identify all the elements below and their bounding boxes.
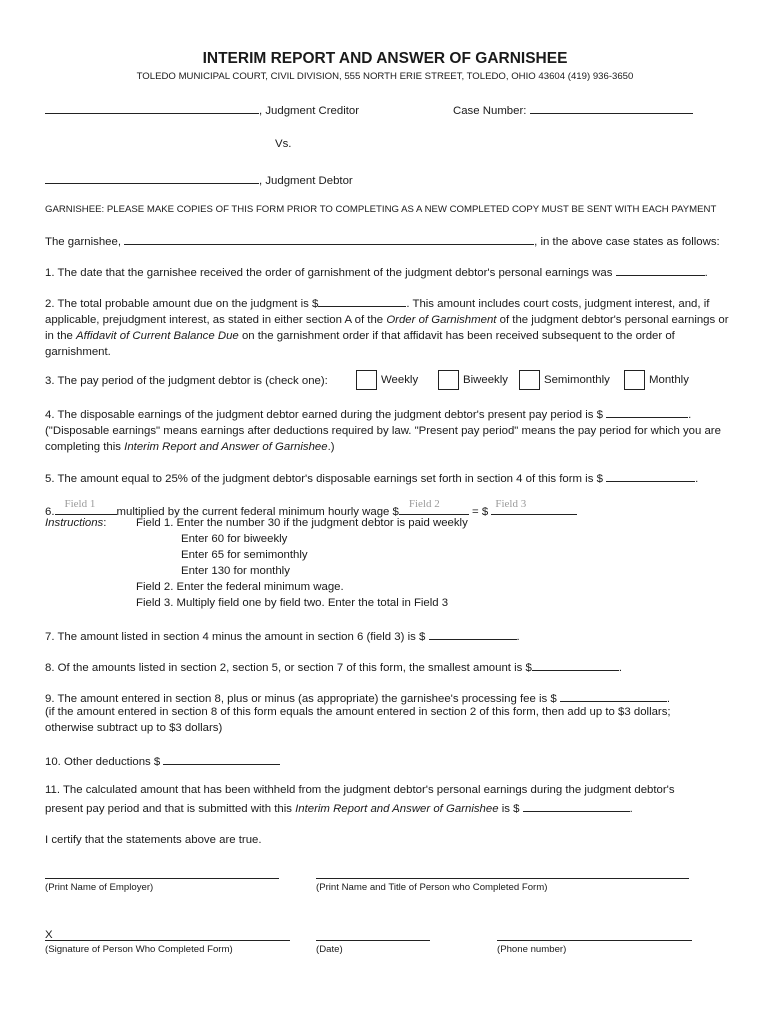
item-8-amount-field[interactable] (532, 659, 619, 671)
pay-period-biweekly (438, 370, 508, 390)
monthly-label: Monthly (649, 374, 689, 387)
monthly-checkbox[interactable] (624, 370, 645, 390)
item-7-period: . (516, 631, 520, 643)
item-9-amount-field[interactable] (560, 690, 667, 702)
item-2-order-of-garnishment: Order of Garnishment (386, 314, 497, 326)
item-1-date-field[interactable] (616, 264, 705, 276)
instruction-line-1: Field 1. Enter the number 30 if the judgment debtor is paid weekly (136, 517, 468, 529)
instruction-line-6: Field 3. Multiply field one by field two. Enter the total in Field 3 (136, 597, 449, 609)
instruction-line-5: Field 2. Enter the federal minimum wage. (136, 581, 344, 593)
employer-name-label: (Print Name of Employer) (45, 882, 154, 893)
phone-label: (Phone number) (497, 944, 567, 955)
weekly-label: Weekly (381, 374, 419, 387)
garnishee-suffix: , in the above case states as follows: (534, 236, 720, 248)
item-4-interim-report: Interim Report and Answer of Garnishee (124, 441, 328, 453)
item-11-text-c: is $ (501, 803, 520, 815)
item-10-amount-field[interactable] (163, 753, 280, 765)
item-11-line-2 (45, 800, 633, 815)
item-6-equals: = $ (472, 506, 489, 518)
item-2-amount-field[interactable] (318, 295, 406, 307)
item-4-text-c: .) (327, 441, 335, 453)
pay-period-monthly (624, 370, 689, 390)
item-11-period: . (629, 803, 633, 815)
judgment-creditor-row (45, 102, 359, 117)
field-2-input[interactable] (399, 498, 469, 515)
garnishee-prefix: The garnishee, (45, 236, 121, 248)
item-11-line-1: 11. The calculated amount that has been withheld from the judgment debtor's personal earnings during the judgment debtor's (45, 784, 675, 796)
item-10 (45, 753, 280, 768)
field-1-input[interactable] (55, 498, 117, 515)
field-1-placeholder: Field 1 (64, 498, 96, 510)
item-9-text: 9. The amount entered in section 8, plus or minus (as appropriate) the garnishee's processing fee is $ (45, 693, 557, 705)
item-8 (45, 659, 622, 674)
date-line[interactable] (316, 940, 430, 941)
case-number-label: Case Number: (453, 105, 527, 117)
item-10-text: 10. Other deductions $ (45, 756, 161, 768)
item-4-text-b: . ("Disposable earnings" means earnings after deductions required by law. "Present pay period" means the pay period for which you are completing this (45, 409, 721, 453)
item-11-interim-report: Interim Report and Answer of Garnishee (295, 803, 499, 815)
item-8-text: 8. Of the amounts listed in section 2, section 5, or section 7 of this form, the smallest amount is $ (45, 662, 532, 674)
garnishee-row (45, 233, 720, 248)
pay-period-weekly (356, 370, 418, 390)
versus-label: Vs. (275, 138, 292, 150)
item-11-text-b: present pay period and that is submitted with this (45, 803, 292, 815)
page-title: INTERIM REPORT AND ANSWER OF GARNISHEE (202, 50, 568, 67)
instructions-label (45, 517, 106, 529)
item-7-amount-field[interactable] (429, 628, 517, 640)
item-5-amount-field[interactable] (606, 470, 695, 482)
item-1-period: . (704, 267, 708, 279)
phone-line[interactable] (497, 940, 692, 941)
item-2-text-b: . This amount includes court costs, judgment interest, and, if applicable, prejudgment interest, as stated in either section A of the (45, 298, 710, 326)
judgment-creditor-label: , Judgment Creditor (259, 105, 360, 117)
item-8-period: . (618, 662, 623, 674)
field-3-placeholder: Field 3 (495, 498, 527, 510)
item-9 (45, 690, 670, 705)
item-7 (45, 628, 520, 643)
item-2-text-d: on the garnishment order if that affidavit has been received subsequent to the order of garnishment. (45, 330, 675, 358)
signature-line[interactable] (45, 940, 290, 941)
semimonthly-checkbox[interactable] (519, 370, 540, 390)
case-number-field[interactable] (530, 102, 693, 114)
person-title-line[interactable] (316, 878, 689, 879)
date-label: (Date) (316, 944, 343, 955)
instruction-line-3: Enter 65 for semimonthly (181, 549, 308, 561)
judgment-debtor-row (45, 172, 353, 187)
garnishee-name-field[interactable] (124, 233, 534, 245)
item-5-text: 5. The amount equal to 25% of the judgment debtor's disposable earnings set forth in section 4 of this form is $ (45, 473, 603, 485)
copies-notice: GARNISHEE: PLEASE MAKE COPIES OF THIS FORM PRIOR TO COMPLETING AS A NEW COMPLETED COPY MUST BE SENT WITH EACH PAYMENT (45, 204, 717, 215)
item-4-amount-field[interactable] (606, 406, 688, 418)
employer-name-line[interactable] (45, 878, 279, 879)
item-5-period: . (695, 473, 699, 485)
item-2-affidavit: Affidavit of Current Balance Due (76, 330, 239, 342)
item-11-amount-field[interactable] (523, 800, 630, 812)
item-9-note-2: otherwise subtract up to $3 dollars) (45, 722, 223, 734)
instructions-label-text: Instructions (45, 517, 104, 529)
item-6 (45, 498, 577, 518)
signature-x-mark: X (45, 929, 53, 941)
item-1-text: 1. The date that the garnishee received the order of garnishment of the judgment debtor's personal earnings was (45, 267, 613, 279)
judgment-debtor-field[interactable] (45, 172, 259, 184)
item-2 (45, 295, 735, 360)
semimonthly-label: Semimonthly (544, 374, 610, 387)
biweekly-label: Biweekly (463, 374, 508, 387)
item-5 (45, 470, 698, 485)
item-9-period: . (666, 693, 671, 705)
page-subtitle: TOLEDO MUNICIPAL COURT, CIVIL DIVISION, 555 NORTH ERIE STREET, TOLEDO, OHIO 43604 (419) 936-3650 (136, 71, 634, 82)
instruction-line-4: Enter 130 for monthly (181, 565, 290, 577)
judgment-creditor-field[interactable] (45, 102, 259, 114)
person-title-label: (Print Name and Title of Person who Completed Form) (316, 882, 548, 893)
item-2-text-c: of the judgment debtor's personal earnings or in the (45, 314, 729, 342)
item-6-text: multiplied by the current federal minimum hourly wage $ (116, 506, 399, 518)
item-9-note-1: (if the amount entered in section 8 of this form equals the amount entered in section 2 of this form, then add up to $3 dollars; (45, 706, 671, 718)
signature-label: (Signature of Person Who Completed Form) (45, 944, 233, 955)
pay-period-semimonthly (519, 370, 610, 390)
item-3-text: 3. The pay period of the judgment debtor is (check one): (45, 375, 328, 387)
biweekly-checkbox[interactable] (438, 370, 459, 390)
item-6-number: 6. (45, 506, 55, 518)
case-number-row (453, 102, 693, 117)
field-2-placeholder: Field 2 (408, 498, 440, 510)
field-3-input[interactable] (491, 498, 577, 515)
weekly-checkbox[interactable] (356, 370, 377, 390)
item-1 (45, 264, 708, 279)
certify-statement: I certify that the statements above are true. (45, 834, 262, 846)
item-7-text: 7. The amount listed in section 4 minus the amount in section 6 (field 3) is $ (45, 631, 426, 643)
item-4-text-a: 4. The disposable earnings of the judgment debtor earned during the judgment debtor's present pay period is $ (45, 409, 603, 421)
item-4 (45, 406, 735, 455)
judgment-debtor-label: , Judgment Debtor (259, 175, 353, 187)
instruction-line-2: Enter 60 for biweekly (181, 533, 288, 545)
instructions-colon: : (103, 517, 107, 529)
item-2-text-a: 2. The total probable amount due on the judgment is $ (45, 298, 319, 310)
